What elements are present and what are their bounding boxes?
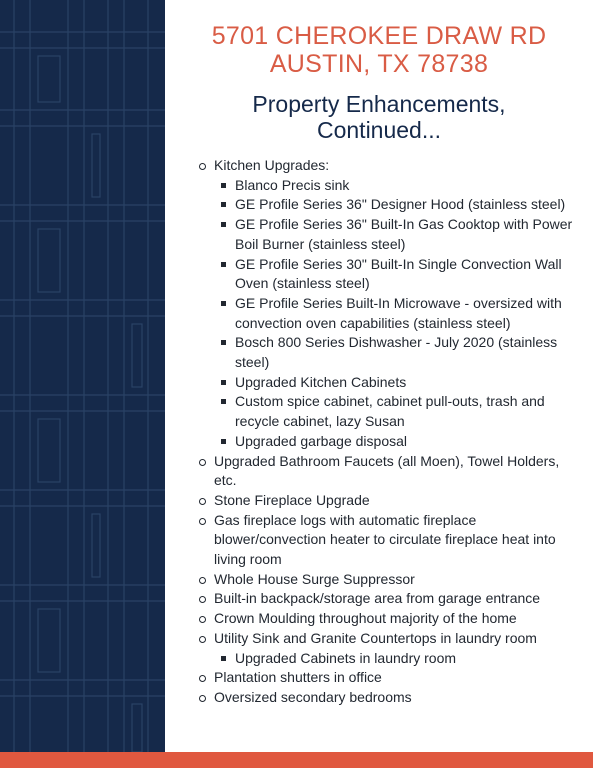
sub-list-item-text: GE Profile Series 30" Built-In Single Convection Wall Oven (stainless steel) xyxy=(235,255,562,292)
sub-list-item xyxy=(214,333,577,372)
sub-list-item-text: Upgraded Kitchen Cabinets xyxy=(235,373,407,390)
page-title xyxy=(165,91,593,143)
circle-bullet-icon xyxy=(199,636,206,643)
square-bullet-icon xyxy=(221,183,226,188)
list-item-text: Gas fireplace logs with automatic fireplace blower/convection heater to circulate fireplace heat into living room xyxy=(214,511,556,568)
sub-list-item-text: Upgraded Cabinets in laundry room xyxy=(235,649,457,666)
list-item-text: Built-in backpack/storage area from garage entrance xyxy=(214,590,541,607)
decorative-sidebar xyxy=(0,0,165,768)
circle-bullet-icon xyxy=(199,675,206,682)
circle-bullet-icon xyxy=(199,596,206,603)
sub-list-item xyxy=(214,294,577,333)
list-item-text: Kitchen Upgrades: xyxy=(214,157,330,173)
circle-bullet-icon xyxy=(199,577,206,584)
sub-list-item-text: GE Profile Series 36" Built-In Gas Cooktop with Power Boil Burner (stainless steel) xyxy=(235,216,573,252)
sub-list-item-text: Blanco Precis sink xyxy=(235,176,350,193)
square-bullet-icon xyxy=(221,202,226,207)
sub-list-item xyxy=(214,176,577,196)
list-item xyxy=(197,668,577,688)
square-bullet-icon xyxy=(221,380,226,385)
circle-bullet-icon xyxy=(199,498,206,505)
content-area xyxy=(165,0,593,752)
sub-list xyxy=(214,649,577,669)
enhancements-list xyxy=(197,156,577,708)
page-title-line1: Property Enhancements, xyxy=(252,91,506,117)
address-city: AUSTIN, TX 78738 xyxy=(269,50,489,78)
sub-list-item xyxy=(214,432,577,452)
sub-list-item xyxy=(214,215,577,254)
list-item-text: Whole House Surge Suppressor xyxy=(214,570,415,587)
square-bullet-icon xyxy=(221,340,226,345)
footer-accent-bar xyxy=(0,752,593,768)
list-item-text: Stone Fireplace Upgrade xyxy=(214,491,370,508)
sub-list-item xyxy=(214,255,577,294)
list-item-text: Oversized secondary bedrooms xyxy=(214,688,412,705)
circle-bullet-icon xyxy=(199,163,206,170)
list-item xyxy=(197,156,577,452)
sub-list xyxy=(214,176,577,452)
sub-list-item xyxy=(214,649,577,669)
square-bullet-icon xyxy=(221,301,226,306)
square-bullet-icon xyxy=(221,656,226,661)
list-item xyxy=(197,570,577,590)
square-bullet-icon xyxy=(221,262,226,267)
sub-list-item-text: Custom spice cabinet, cabinet pull-outs, trash and recycle cabinet, lazy Susan xyxy=(235,393,545,430)
geometric-pattern xyxy=(0,0,165,768)
sub-list-item-text: GE Profile Series Built-In Microwave - oversized with convection oven capabilities (stainless steel) xyxy=(235,294,562,331)
list-item-text: Upgraded Bathroom Faucets (all Moen), Towel Holders, etc. xyxy=(214,452,560,489)
property-address xyxy=(165,22,593,78)
sub-list-item xyxy=(214,195,577,215)
list-item xyxy=(197,629,577,668)
list-item xyxy=(197,511,577,570)
list-item xyxy=(197,452,577,491)
list-item xyxy=(197,688,577,708)
sub-list-item-text: Upgraded garbage disposal xyxy=(235,432,408,449)
circle-bullet-icon xyxy=(199,518,206,525)
list-item-text: Crown Moulding throughout majority of the home xyxy=(214,610,517,627)
page-title-line2: Continued... xyxy=(316,117,442,143)
address-street: 5701 CHEROKEE DRAW RD xyxy=(211,22,547,50)
square-bullet-icon xyxy=(221,399,226,404)
sub-list-item-text: Bosch 800 Series Dishwasher - July 2020 (stainless steel) xyxy=(235,334,558,371)
circle-bullet-icon xyxy=(199,616,206,623)
list-item xyxy=(197,491,577,511)
list-item-text: Plantation shutters in office xyxy=(214,669,382,686)
sub-list-item xyxy=(214,373,577,393)
list-item xyxy=(197,609,577,629)
circle-bullet-icon xyxy=(199,695,206,702)
list-item xyxy=(197,589,577,609)
sub-list-item xyxy=(214,392,577,431)
list-item-text: Utility Sink and Granite Countertops in laundry room xyxy=(214,629,537,646)
circle-bullet-icon xyxy=(199,459,206,466)
square-bullet-icon xyxy=(221,439,226,444)
sub-list-item-text: GE Profile Series 36" Designer Hood (stainless steel) xyxy=(235,196,566,213)
square-bullet-icon xyxy=(221,222,226,227)
